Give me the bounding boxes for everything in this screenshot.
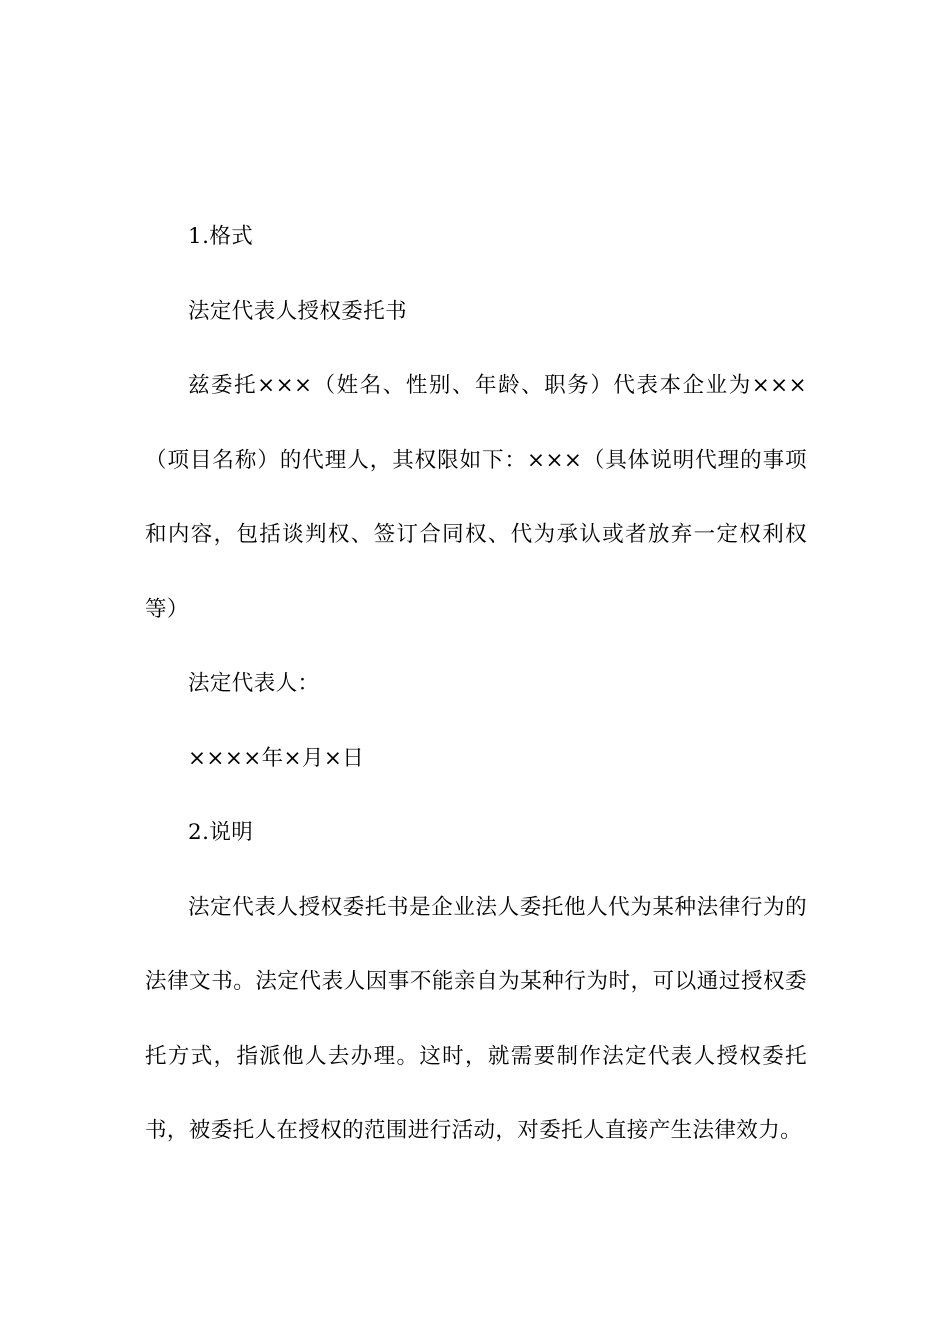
document-title: 法定代表人授权委托书 xyxy=(188,298,408,324)
authorization-paragraph: 兹委托×××（姓名、性别、年龄、职务）代表本企业为×××（项目名称）的代理人，其权限如下：×××（具体说明代理的事项和内容，包括谈判权、签订合同权、代为承认或者放弃一定权利权等） xyxy=(145,373,807,622)
document-body xyxy=(145,200,807,1169)
section-heading-explanation: 2.说明 xyxy=(188,820,254,845)
section-heading-format: 1.格式 xyxy=(188,224,254,249)
date-line: ××××年×月×日 xyxy=(188,745,365,771)
legal-representative-signature-label: 法定代表人： xyxy=(188,671,320,696)
explanation-paragraph: 法定代表人授权委托书是企业法人委托他人代为某种法律行为的法律文书。法定代表人因事不能亲自为某种行为时，可以通过授权委托方式，指派他人去办理。这时，就需要制作法定代表人授权委托书，被委托人在授权的范围进行活动，对委托人直接产生法律效力。 xyxy=(145,894,807,1143)
